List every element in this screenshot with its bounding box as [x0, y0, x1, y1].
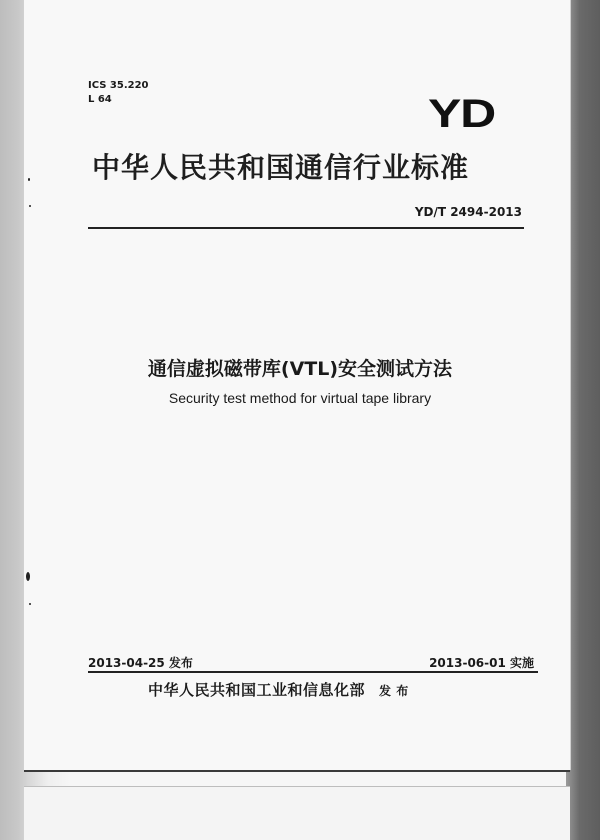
- scan-right-edge: [566, 0, 600, 840]
- classification-code: L 64: [88, 94, 112, 105]
- classification-block: [88, 79, 149, 107]
- scan-speck: [26, 572, 30, 581]
- header-divider: [88, 227, 524, 229]
- ics-code: ICS 35.220: [88, 80, 149, 91]
- yd-logo: YD: [428, 92, 495, 136]
- publisher-name: 中华人民共和国工业和信息化部: [148, 681, 366, 699]
- scan-speck: [29, 205, 31, 207]
- document-title-english: Security test method for virtual tape library: [168, 390, 432, 406]
- standard-type-heading: 中华人民共和国通信行业标准: [92, 151, 470, 184]
- issue-date: 2013-04-25 发布: [88, 656, 193, 670]
- standard-number: YD/T 2494-2013: [414, 205, 522, 219]
- document-title-chinese: 通信虚拟磁带库(VTL)安全测试方法: [147, 358, 453, 380]
- publisher-label: 发 布: [379, 684, 409, 698]
- publisher-line: [148, 679, 409, 700]
- footer-divider: [88, 671, 538, 673]
- page-bottom-edge: [24, 770, 570, 772]
- implementation-date: 2013-06-01 实施: [429, 656, 534, 670]
- scan-speck: [29, 603, 31, 605]
- scan-speck: [28, 178, 30, 181]
- next-page-preview: [24, 786, 570, 840]
